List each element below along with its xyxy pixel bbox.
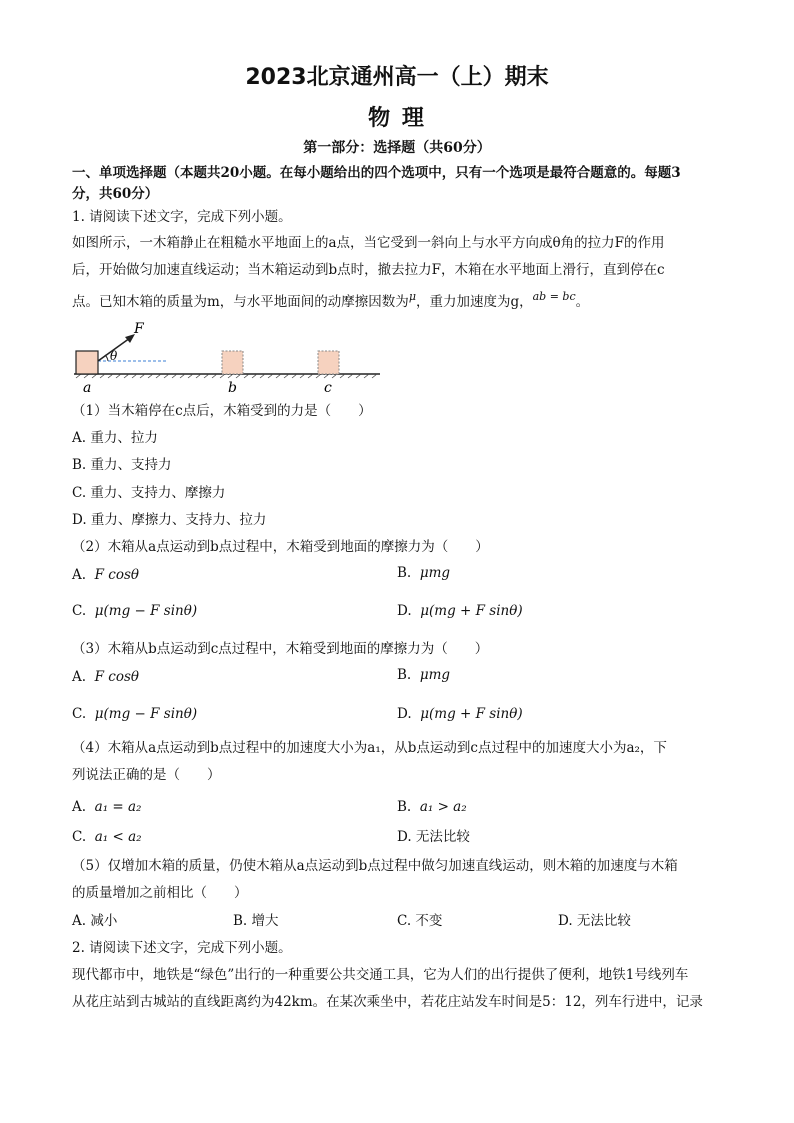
q1-sub5-option-b: B. 增大 bbox=[233, 913, 279, 929]
q1-sub4-option-c-label: C. bbox=[72, 829, 87, 845]
ab-bc-equation: ab = bc bbox=[532, 290, 576, 303]
q1-sub2-option-a bbox=[72, 565, 139, 585]
q1-sub3-option-b-formula: μmg bbox=[419, 667, 451, 683]
q1-sub4-option-a bbox=[72, 797, 141, 817]
q1-para3-text-a: 点。已知木箱的质量为m，与水平地面间的动摩擦因数为 bbox=[72, 294, 409, 310]
q1-sub4-option-d: D. 无法比较 bbox=[397, 829, 470, 845]
label-theta: θ bbox=[110, 349, 118, 363]
label-a: a bbox=[83, 380, 92, 396]
q1-sub2-option-a-formula: F cosθ bbox=[94, 567, 140, 583]
subject-title: 物 理 bbox=[368, 106, 426, 131]
q1-para2: 后，开始做匀加速直线运动；当木箱运动到b点时，撤去拉力F，木箱在水平地面上滑行，直到停在c bbox=[72, 262, 665, 278]
q1-sub3-option-a bbox=[72, 667, 139, 687]
q1-sub2-option-a-label: A. bbox=[72, 567, 87, 583]
q1-sub2-option-c-formula: μ(mg − F sinθ) bbox=[94, 603, 198, 619]
q1-sub1-stem: （1）当木箱停在c点后，木箱受到的力是（ ） bbox=[72, 403, 372, 419]
q1-sub1-option-c: C. 重力、支持力、摩擦力 bbox=[72, 485, 226, 501]
q1-sub3-option-c bbox=[72, 704, 197, 724]
q1-sub5-option-d: D. 无法比较 bbox=[558, 913, 631, 929]
q1-sub2-option-d-label: D. bbox=[397, 603, 412, 619]
label-b: b bbox=[228, 380, 237, 396]
box-at-c bbox=[318, 351, 339, 374]
mu-symbol: μ bbox=[408, 290, 416, 303]
q1-sub3-stem: （3）木箱从b点运动到c点过程中，木箱受到地面的摩擦力为（ ） bbox=[72, 641, 489, 657]
q1-sub5-option-c: C. 不变 bbox=[397, 913, 443, 929]
box-motion-diagram bbox=[72, 318, 392, 398]
q1-intro: 1. 请阅读下述文字，完成下列小题。 bbox=[72, 209, 292, 225]
angle-arc bbox=[105, 355, 108, 361]
q1-sub1-option-a: A. 重力、拉力 bbox=[72, 430, 158, 446]
q1-sub4-option-c bbox=[72, 827, 142, 847]
q1-para3-text-c: 。 bbox=[575, 294, 590, 310]
q1-sub2-option-d-formula: μ(mg + F sinθ) bbox=[420, 603, 523, 619]
q1-sub4-option-b bbox=[397, 797, 467, 817]
box-at-a bbox=[76, 351, 98, 374]
q1-sub1-option-b: B. 重力、支持力 bbox=[72, 457, 172, 473]
q1-sub2-option-b-formula: μmg bbox=[419, 565, 451, 581]
q1-sub3-option-a-label: A. bbox=[72, 669, 87, 685]
q1-sub2-option-b-label: B. bbox=[397, 565, 412, 581]
q1-para3 bbox=[72, 292, 722, 313]
q1-sub3-option-c-label: C. bbox=[72, 706, 87, 722]
q1-sub2-option-d bbox=[397, 601, 523, 621]
q1-sub4-option-a-formula: a₁ = a₂ bbox=[94, 799, 142, 815]
q1-sub5-stem-line1: （5）仅增加木箱的质量，仍使木箱从a点运动到b点过程中做匀加速直线运动，则木箱的加速度与木箱 bbox=[72, 858, 678, 874]
q1-sub1-option-d: D. 重力、摩擦力、支持力、拉力 bbox=[72, 512, 267, 528]
section-heading-line2: 分，共60分） bbox=[72, 186, 159, 202]
q1-sub4-option-c-formula: a₁ < a₂ bbox=[94, 829, 142, 845]
q1-sub3-option-c-formula: μ(mg − F sinθ) bbox=[94, 706, 198, 722]
q1-sub2-stem: （2）木箱从a点运动到b点过程中，木箱受到地面的摩擦力为（ ） bbox=[72, 539, 489, 555]
q1-sub5-stem-line2: 的质量增加之前相比（ ） bbox=[72, 885, 248, 901]
section-heading-line1: 一、单项选择题（本题共20小题。在每小题给出的四个选项中，只有一个选项是最符合题意的。每题3 bbox=[72, 165, 681, 181]
q1-para3-text-b: ，重力加速度为g， bbox=[415, 294, 533, 310]
q1-sub2-option-c bbox=[72, 601, 197, 621]
q1-sub4-stem-line1: （4）木箱从a点运动到b点过程中的加速度大小为a₁，从b点运动到c点过程中的加速度大小为a₂，下 bbox=[72, 740, 667, 756]
q1-sub5-option-a: A. 减小 bbox=[72, 913, 118, 929]
q1-sub4-stem-line2: 列说法正确的是（ ） bbox=[72, 767, 221, 783]
label-c: c bbox=[324, 380, 332, 396]
q1-sub4-option-b-formula: a₁ > a₂ bbox=[419, 799, 467, 815]
box-at-b bbox=[222, 351, 243, 374]
q2-para2: 从花庄站到古城站的直线距离约为42km。在某次乘坐中，若花庄站发车时间是5：12，列车行进中，记录 bbox=[72, 994, 703, 1010]
part-heading: 第一部分：选择题（共60分） bbox=[303, 140, 491, 156]
q1-sub3-option-b bbox=[397, 665, 450, 685]
q1-sub3-option-d bbox=[397, 704, 523, 724]
q2-intro: 2. 请阅读下述文字，完成下列小题。 bbox=[72, 940, 292, 956]
q1-sub3-option-d-label: D. bbox=[397, 706, 412, 722]
exam-title: 2023北京通州高一（上）期末 bbox=[245, 65, 549, 90]
label-F: F bbox=[134, 321, 144, 337]
q1-sub3-option-a-formula: F cosθ bbox=[94, 669, 140, 685]
q1-sub2-option-c-label: C. bbox=[72, 603, 87, 619]
q1-para1: 如图所示，一木箱静止在粗糙水平地面上的a点，当它受到一斜向上与水平方向成θ角的拉力F的作用 bbox=[72, 235, 665, 251]
q1-sub3-option-b-label: B. bbox=[397, 667, 412, 683]
q2-para1: 现代都市中，地铁是“绿色”出行的一种重要公共交通工具，它为人们的出行提供了便利，地铁1号线列车 bbox=[72, 967, 689, 983]
q1-sub4-option-a-label: A. bbox=[72, 799, 87, 815]
q1-sub4-option-b-label: B. bbox=[397, 799, 412, 815]
q1-sub2-option-b bbox=[397, 563, 450, 583]
q1-sub3-option-d-formula: μ(mg + F sinθ) bbox=[420, 706, 523, 722]
